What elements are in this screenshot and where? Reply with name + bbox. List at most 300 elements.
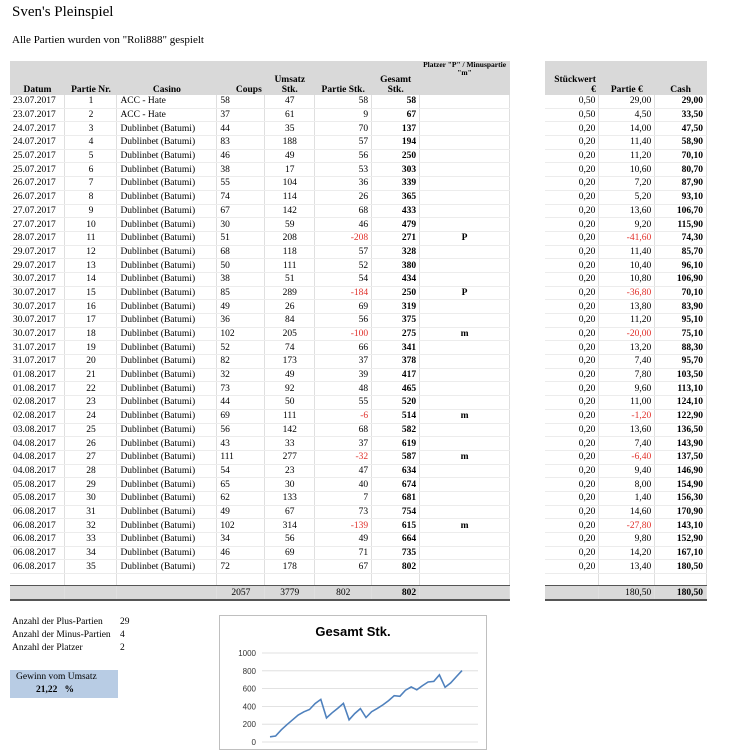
cell-partie-stk: 49 xyxy=(315,533,372,547)
cell-casino: Dublinbet (Batumi) xyxy=(117,136,217,150)
cell-platzer: m xyxy=(420,450,510,464)
cell-platzer xyxy=(420,245,510,259)
table-row xyxy=(10,437,510,451)
cell-gesamt: 615 xyxy=(372,519,420,533)
cell-casino: Dublinbet (Batumi) xyxy=(117,231,217,245)
cell-stueckwert: 0,20 xyxy=(545,519,599,533)
table-row xyxy=(10,163,510,177)
cell-casino: Dublinbet (Batumi) xyxy=(117,533,217,547)
table-row xyxy=(545,396,707,410)
cell-partie-eur: 9,20 xyxy=(599,218,655,232)
table-row xyxy=(10,355,510,369)
cell-partie-eur: 14,60 xyxy=(599,505,655,519)
cell-platzer: P xyxy=(420,286,510,300)
total-umsatz: 3779 xyxy=(265,586,315,601)
table-row xyxy=(10,245,510,259)
spacer-cell xyxy=(65,574,117,586)
plus-value: 29 xyxy=(120,617,130,627)
cell-stueckwert: 0,20 xyxy=(545,478,599,492)
minus-value: 4 xyxy=(120,630,125,640)
cell-datum: 28.07.2017 xyxy=(10,231,65,245)
total-partie: 802 xyxy=(315,586,372,601)
cell-datum: 30.07.2017 xyxy=(10,300,65,314)
table-row xyxy=(545,259,707,273)
cell-partie-eur: 13,60 xyxy=(599,204,655,218)
table-row xyxy=(545,136,707,150)
cell-platzer xyxy=(420,341,510,355)
table-row xyxy=(10,272,510,286)
table-row xyxy=(545,560,707,574)
cell-stueckwert: 0,20 xyxy=(545,149,599,163)
cell-casino: Dublinbet (Batumi) xyxy=(117,505,217,519)
cell-coups: 67 xyxy=(217,204,265,218)
cell-datum: 06.08.2017 xyxy=(10,533,65,547)
cell-platzer xyxy=(420,163,510,177)
cell-partie-nr: 7 xyxy=(65,177,117,191)
cell-coups: 102 xyxy=(217,327,265,341)
cell-umsatz: 30 xyxy=(265,478,315,492)
cell-casino: Dublinbet (Batumi) xyxy=(117,272,217,286)
chart-title: Gesamt Stk. xyxy=(315,624,391,639)
cell-coups: 85 xyxy=(217,286,265,300)
cell-partie-nr: 19 xyxy=(65,341,117,355)
cell-cash: 75,10 xyxy=(655,327,707,341)
table-row xyxy=(545,95,707,108)
cell-coups: 68 xyxy=(217,245,265,259)
cell-casino: Dublinbet (Batumi) xyxy=(117,341,217,355)
spacer-row xyxy=(545,574,707,586)
table-row xyxy=(545,382,707,396)
cell-umsatz: 111 xyxy=(265,409,315,423)
cell-stueckwert: 0,20 xyxy=(545,300,599,314)
col-header-coups: Coups xyxy=(217,61,265,95)
cell-datum: 24.07.2017 xyxy=(10,122,65,136)
cell-datum: 30.07.2017 xyxy=(10,286,65,300)
cell-umsatz: 49 xyxy=(265,368,315,382)
cell-casino: Dublinbet (Batumi) xyxy=(117,300,217,314)
cell-umsatz: 74 xyxy=(265,341,315,355)
cell-partie-nr: 34 xyxy=(65,546,117,560)
total-coups: 2057 xyxy=(217,586,265,601)
cell-partie-eur: 10,40 xyxy=(599,259,655,273)
cell-datum: 31.07.2017 xyxy=(10,341,65,355)
cell-gesamt: 582 xyxy=(372,423,420,437)
cell-coups: 44 xyxy=(217,122,265,136)
cell-platzer xyxy=(420,368,510,382)
cell-coups: 58 xyxy=(217,95,265,108)
cell-partie-eur: 8,00 xyxy=(599,478,655,492)
table-row xyxy=(10,286,510,300)
cell-datum: 27.07.2017 xyxy=(10,218,65,232)
cell-datum: 26.07.2017 xyxy=(10,190,65,204)
cell-platzer xyxy=(420,533,510,547)
cell-coups: 32 xyxy=(217,368,265,382)
cell-datum: 05.08.2017 xyxy=(10,491,65,505)
cell-partie-eur: 11,20 xyxy=(599,149,655,163)
cash-table xyxy=(545,61,707,601)
plus-label: Anzahl der Plus-Partien xyxy=(12,617,103,627)
cell-coups: 69 xyxy=(217,409,265,423)
cell-casino: Dublinbet (Batumi) xyxy=(117,491,217,505)
table-row xyxy=(10,95,510,108)
table-row xyxy=(10,136,510,150)
cell-umsatz: 142 xyxy=(265,204,315,218)
cell-cash: 29,00 xyxy=(655,95,707,108)
cell-stueckwert: 0,20 xyxy=(545,190,599,204)
table-row xyxy=(10,149,510,163)
table-row xyxy=(545,505,707,519)
table-row xyxy=(545,218,707,232)
total-empty xyxy=(545,586,599,601)
cell-platzer xyxy=(420,546,510,560)
table-row xyxy=(545,464,707,478)
cell-gesamt: 275 xyxy=(372,327,420,341)
total-empty xyxy=(65,586,117,601)
cell-partie-eur: 9,40 xyxy=(599,464,655,478)
cell-gesamt: 365 xyxy=(372,190,420,204)
cell-umsatz: 56 xyxy=(265,533,315,547)
cell-stueckwert: 0,20 xyxy=(545,136,599,150)
cell-partie-stk: 48 xyxy=(315,382,372,396)
table-row xyxy=(10,314,510,328)
page-subtitle: Alle Partien wurden von "Roli888" gespielt xyxy=(12,34,204,46)
total-empty xyxy=(117,586,217,601)
spacer-cell xyxy=(655,574,707,586)
cell-cash: 170,90 xyxy=(655,505,707,519)
cell-stueckwert: 0,20 xyxy=(545,286,599,300)
cell-partie-eur: 7,20 xyxy=(599,177,655,191)
cell-partie-eur: 10,60 xyxy=(599,163,655,177)
table-row xyxy=(545,437,707,451)
cell-partie-nr: 21 xyxy=(65,368,117,382)
table-row xyxy=(545,355,707,369)
cell-partie-nr: 20 xyxy=(65,355,117,369)
cell-partie-eur: 13,20 xyxy=(599,341,655,355)
cell-datum: 06.08.2017 xyxy=(10,519,65,533)
cell-umsatz: 26 xyxy=(265,300,315,314)
cell-umsatz: 314 xyxy=(265,519,315,533)
cell-gesamt: 375 xyxy=(372,314,420,328)
cell-platzer xyxy=(420,177,510,191)
cell-gesamt: 619 xyxy=(372,437,420,451)
table-row xyxy=(545,300,707,314)
cell-datum: 27.07.2017 xyxy=(10,204,65,218)
cell-partie-eur: 13,60 xyxy=(599,423,655,437)
cell-stueckwert: 0,20 xyxy=(545,382,599,396)
cell-cash: 156,30 xyxy=(655,491,707,505)
cell-partie-stk: 39 xyxy=(315,368,372,382)
cell-partie-stk: 7 xyxy=(315,491,372,505)
table-row xyxy=(545,546,707,560)
table-row xyxy=(545,245,707,259)
table-row xyxy=(10,368,510,382)
cell-partie-eur: 4,50 xyxy=(599,108,655,122)
cell-cash: 96,10 xyxy=(655,259,707,273)
cell-datum: 30.07.2017 xyxy=(10,314,65,328)
table-row xyxy=(10,300,510,314)
cell-partie-eur: 9,60 xyxy=(599,382,655,396)
cell-casino: ACC - Hate xyxy=(117,95,217,108)
cell-partie-nr: 8 xyxy=(65,190,117,204)
cell-platzer xyxy=(420,423,510,437)
cell-partie-nr: 4 xyxy=(65,136,117,150)
cell-umsatz: 23 xyxy=(265,464,315,478)
cell-cash: 137,50 xyxy=(655,450,707,464)
cell-platzer xyxy=(420,437,510,451)
cell-umsatz: 178 xyxy=(265,560,315,574)
col-header-umsatz: Umsatz Stk. xyxy=(265,61,315,95)
cell-partie-stk: 9 xyxy=(315,108,372,122)
cell-partie-nr: 32 xyxy=(65,519,117,533)
cell-datum: 06.08.2017 xyxy=(10,505,65,519)
cell-casino: Dublinbet (Batumi) xyxy=(117,450,217,464)
cell-partie-stk: 69 xyxy=(315,300,372,314)
cell-datum: 02.08.2017 xyxy=(10,396,65,410)
cell-datum: 30.07.2017 xyxy=(10,327,65,341)
table-row xyxy=(10,533,510,547)
cell-stueckwert: 0,20 xyxy=(545,204,599,218)
cell-partie-eur: -6,40 xyxy=(599,450,655,464)
cell-coups: 51 xyxy=(217,231,265,245)
cell-gesamt: 378 xyxy=(372,355,420,369)
cell-partie-stk: 68 xyxy=(315,423,372,437)
cell-platzer xyxy=(420,478,510,492)
spacer-cell xyxy=(117,574,217,586)
cell-casino: Dublinbet (Batumi) xyxy=(117,259,217,273)
table-row xyxy=(10,259,510,273)
cell-partie-nr: 25 xyxy=(65,423,117,437)
table-row xyxy=(10,327,510,341)
cell-cash: 33,50 xyxy=(655,108,707,122)
cell-partie-eur: 7,40 xyxy=(599,355,655,369)
spacer-cell xyxy=(599,574,655,586)
cell-partie-eur: 10,80 xyxy=(599,272,655,286)
cell-partie-nr: 33 xyxy=(65,533,117,547)
cell-gesamt: 681 xyxy=(372,491,420,505)
cell-umsatz: 173 xyxy=(265,355,315,369)
cell-umsatz: 104 xyxy=(265,177,315,191)
cell-partie-eur: 7,40 xyxy=(599,437,655,451)
cell-coups: 52 xyxy=(217,341,265,355)
cell-cash: 115,90 xyxy=(655,218,707,232)
cell-coups: 102 xyxy=(217,519,265,533)
cell-datum: 01.08.2017 xyxy=(10,368,65,382)
totals-row xyxy=(10,586,510,601)
cell-cash: 152,90 xyxy=(655,533,707,547)
cell-platzer xyxy=(420,382,510,396)
cell-cash: 70,10 xyxy=(655,286,707,300)
cell-platzer: m xyxy=(420,519,510,533)
cell-partie-stk: 66 xyxy=(315,341,372,355)
totals-row xyxy=(545,586,707,601)
cell-casino: Dublinbet (Batumi) xyxy=(117,355,217,369)
table-row xyxy=(545,409,707,423)
cell-partie-eur: -36,80 xyxy=(599,286,655,300)
cell-datum: 29.07.2017 xyxy=(10,259,65,273)
y-tick-label: 600 xyxy=(242,684,256,694)
cell-casino: Dublinbet (Batumi) xyxy=(117,396,217,410)
y-tick-label: 1000 xyxy=(238,649,256,658)
cell-stueckwert: 0,20 xyxy=(545,341,599,355)
table-row xyxy=(545,204,707,218)
cell-gesamt: 58 xyxy=(372,95,420,108)
cell-coups: 73 xyxy=(217,382,265,396)
cell-umsatz: 61 xyxy=(265,108,315,122)
cell-coups: 54 xyxy=(217,464,265,478)
table-row xyxy=(545,272,707,286)
cell-coups: 46 xyxy=(217,546,265,560)
cell-casino: Dublinbet (Batumi) xyxy=(117,314,217,328)
cell-partie-stk: -184 xyxy=(315,286,372,300)
cell-coups: 30 xyxy=(217,218,265,232)
cell-gesamt: 137 xyxy=(372,122,420,136)
cell-gesamt: 514 xyxy=(372,409,420,423)
col-header-partie-nr: Partie Nr. xyxy=(65,61,117,95)
cell-casino: Dublinbet (Batumi) xyxy=(117,245,217,259)
spacer-cell xyxy=(265,574,315,586)
cell-coups: 82 xyxy=(217,355,265,369)
cell-platzer xyxy=(420,136,510,150)
cell-coups: 83 xyxy=(217,136,265,150)
cell-umsatz: 205 xyxy=(265,327,315,341)
cell-gesamt: 433 xyxy=(372,204,420,218)
cell-partie-stk: 57 xyxy=(315,136,372,150)
cell-gesamt: 664 xyxy=(372,533,420,547)
cell-gesamt: 465 xyxy=(372,382,420,396)
cell-datum: 25.07.2017 xyxy=(10,163,65,177)
cell-partie-nr: 24 xyxy=(65,409,117,423)
cell-partie-eur: 14,00 xyxy=(599,122,655,136)
cell-casino: Dublinbet (Batumi) xyxy=(117,190,217,204)
cell-platzer xyxy=(420,108,510,122)
cell-platzer xyxy=(420,204,510,218)
table-row xyxy=(10,396,510,410)
cell-partie-stk: 56 xyxy=(315,314,372,328)
cell-gesamt: 250 xyxy=(372,286,420,300)
cell-platzer xyxy=(420,259,510,273)
cell-coups: 111 xyxy=(217,450,265,464)
table-row xyxy=(545,327,707,341)
cell-platzer xyxy=(420,122,510,136)
cell-coups: 55 xyxy=(217,177,265,191)
cell-gesamt: 634 xyxy=(372,464,420,478)
cell-gesamt: 271 xyxy=(372,231,420,245)
cell-partie-stk: 71 xyxy=(315,546,372,560)
cell-partie-stk: 54 xyxy=(315,272,372,286)
cell-casino: Dublinbet (Batumi) xyxy=(117,437,217,451)
table-row xyxy=(10,423,510,437)
cell-stueckwert: 0,50 xyxy=(545,108,599,122)
cell-partie-nr: 13 xyxy=(65,259,117,273)
cell-umsatz: 92 xyxy=(265,382,315,396)
cell-partie-eur: 13,80 xyxy=(599,300,655,314)
cell-partie-nr: 9 xyxy=(65,204,117,218)
cell-umsatz: 142 xyxy=(265,423,315,437)
cell-partie-nr: 15 xyxy=(65,286,117,300)
total-partie-eur: 180,50 xyxy=(599,586,655,601)
cell-gesamt: 674 xyxy=(372,478,420,492)
table-row xyxy=(545,314,707,328)
col-header-stueckwert: Stückwert € xyxy=(545,61,599,95)
cell-partie-nr: 29 xyxy=(65,478,117,492)
spacer-cell xyxy=(10,574,65,586)
cell-coups: 74 xyxy=(217,190,265,204)
table-row xyxy=(10,478,510,492)
table-row xyxy=(545,368,707,382)
cell-partie-nr: 3 xyxy=(65,122,117,136)
minus-label: Anzahl der Minus-Partien xyxy=(12,630,111,640)
cell-partie-stk: 37 xyxy=(315,355,372,369)
cell-stueckwert: 0,20 xyxy=(545,245,599,259)
cell-cash: 146,90 xyxy=(655,464,707,478)
cell-platzer: P xyxy=(420,231,510,245)
cell-stueckwert: 0,20 xyxy=(545,437,599,451)
cell-datum: 06.08.2017 xyxy=(10,560,65,574)
cell-cash: 113,10 xyxy=(655,382,707,396)
cell-cash: 106,70 xyxy=(655,204,707,218)
cell-partie-nr: 14 xyxy=(65,272,117,286)
cell-casino: Dublinbet (Batumi) xyxy=(117,327,217,341)
table-row xyxy=(545,231,707,245)
table-row xyxy=(545,450,707,464)
cell-coups: 62 xyxy=(217,491,265,505)
cell-gesamt: 802 xyxy=(372,560,420,574)
cell-stueckwert: 0,20 xyxy=(545,314,599,328)
cell-partie-nr: 26 xyxy=(65,437,117,451)
cell-partie-eur: 11,40 xyxy=(599,245,655,259)
cell-casino: Dublinbet (Batumi) xyxy=(117,478,217,492)
cell-coups: 46 xyxy=(217,149,265,163)
cell-platzer xyxy=(420,190,510,204)
cell-partie-nr: 23 xyxy=(65,396,117,410)
cell-partie-eur: 11,00 xyxy=(599,396,655,410)
table-row xyxy=(545,177,707,191)
cell-casino: Dublinbet (Batumi) xyxy=(117,464,217,478)
cell-partie-nr: 12 xyxy=(65,245,117,259)
cell-coups: 38 xyxy=(217,272,265,286)
cell-partie-eur: 14,20 xyxy=(599,546,655,560)
table-row xyxy=(10,190,510,204)
spacer-cell xyxy=(545,574,599,586)
cell-cash: 80,70 xyxy=(655,163,707,177)
cell-gesamt: 303 xyxy=(372,163,420,177)
total-gesamt: 802 xyxy=(372,586,420,601)
table-row xyxy=(10,491,510,505)
cell-umsatz: 49 xyxy=(265,149,315,163)
cell-datum: 05.08.2017 xyxy=(10,478,65,492)
cell-partie-stk: 73 xyxy=(315,505,372,519)
cell-stueckwert: 0,20 xyxy=(545,272,599,286)
cell-stueckwert: 0,20 xyxy=(545,560,599,574)
spacer-cell xyxy=(315,574,372,586)
cell-coups: 44 xyxy=(217,396,265,410)
cell-gesamt: 339 xyxy=(372,177,420,191)
col-header-gesamt: Gesamt Stk. xyxy=(372,61,420,95)
cell-umsatz: 67 xyxy=(265,505,315,519)
cell-cash: 88,30 xyxy=(655,341,707,355)
table-row xyxy=(10,231,510,245)
cell-partie-stk: 58 xyxy=(315,95,372,108)
cell-platzer xyxy=(420,491,510,505)
col-header-cash: Cash xyxy=(655,61,707,95)
cell-cash: 93,10 xyxy=(655,190,707,204)
cell-datum: 04.08.2017 xyxy=(10,437,65,451)
gain-value: 21,22 % xyxy=(36,685,74,695)
cell-partie-stk: 26 xyxy=(315,190,372,204)
cell-coups: 34 xyxy=(217,533,265,547)
cell-partie-nr: 18 xyxy=(65,327,117,341)
cell-stueckwert: 0,50 xyxy=(545,95,599,108)
